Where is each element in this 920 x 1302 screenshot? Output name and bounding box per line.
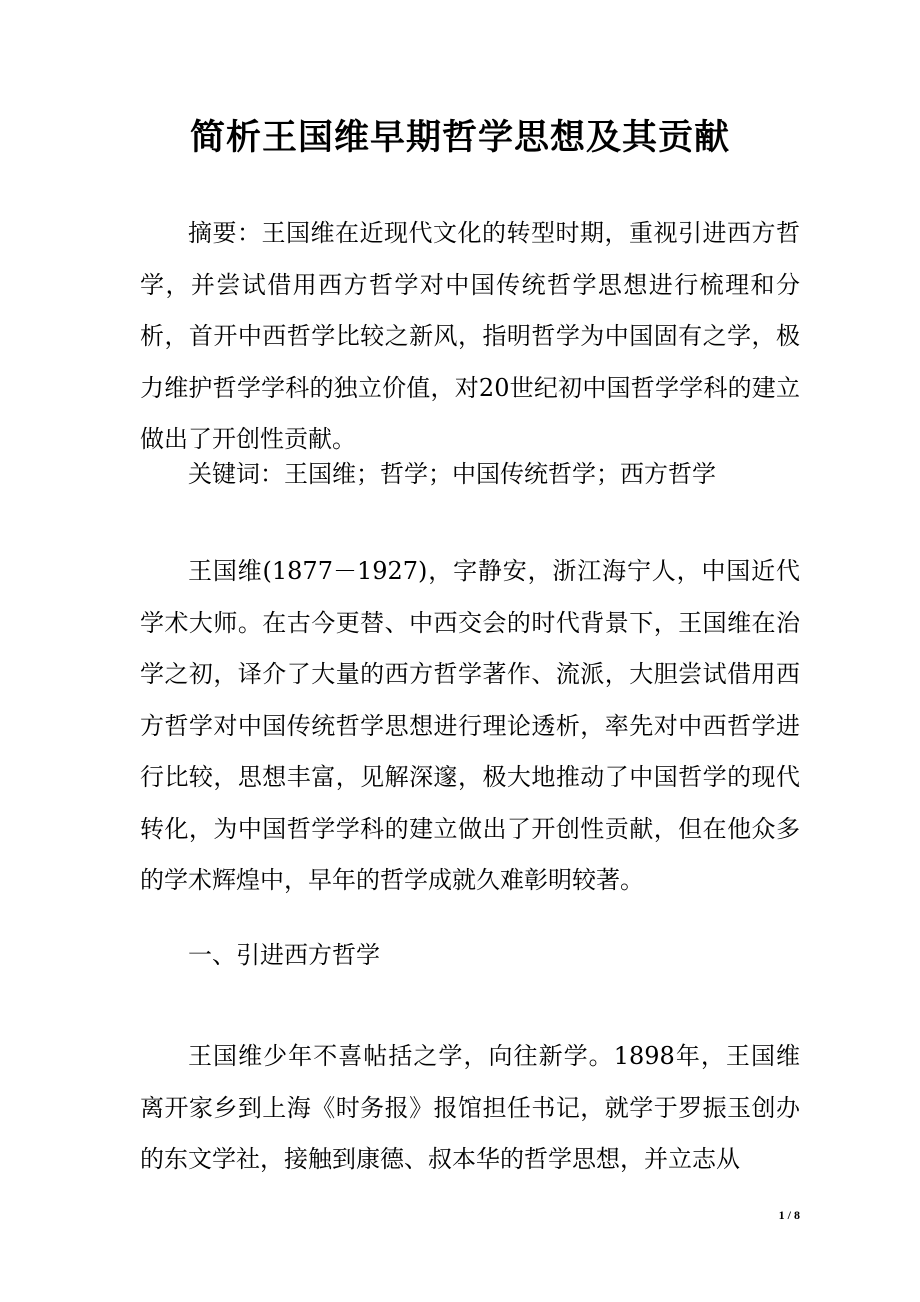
abstract-paragraph: 摘要：王国维在近现代文化的转型时期，重视引进西方哲学，并尝试借用西方哲学对中国传统哲学思想进行梳理和分析，首开中西哲学比较之新风，指明哲学为中国固有之学，极力维护哲学学科的独立价值，对20世纪初中国哲学学科的建立做出了开创性贡献。 — [140, 219, 800, 453]
document-title: 简析王国维早期哲学思想及其贡献 — [189, 117, 730, 158]
keywords-line: 关键词：王国维；哲学；中国传统哲学；西方哲学 — [188, 460, 716, 488]
section-paragraph: 王国维少年不喜帖括之学，向往新学。1898年，王国维离开家乡到上海《时务报》报馆担任书记，就学于罗振玉创办的东文学社，接触到康德、叔本华的哲学思想，并立志从 — [140, 1042, 800, 1173]
intro-paragraph: 王国维(1877－1927)，字静安，浙江海宁人，中国近代学术大师。在古今更替、中西交会的时代背景下，王国维在治学之初，译介了大量的西方哲学著作、流派，大胆尝试借用西方哲学对中国传统哲学思想进行理论透析，率先对中西哲学进行比较，思想丰富，见解深邃，极大地推动了中国哲学的现代转化，为中国哲学学科的建立做出了开创性贡献，但在他众多的学术辉煌中，早年的哲学成就久难彰明较著。 — [140, 557, 800, 894]
page-number: 1 / 8 — [778, 1208, 800, 1222]
section-heading: 一、引进西方哲学 — [188, 941, 380, 969]
